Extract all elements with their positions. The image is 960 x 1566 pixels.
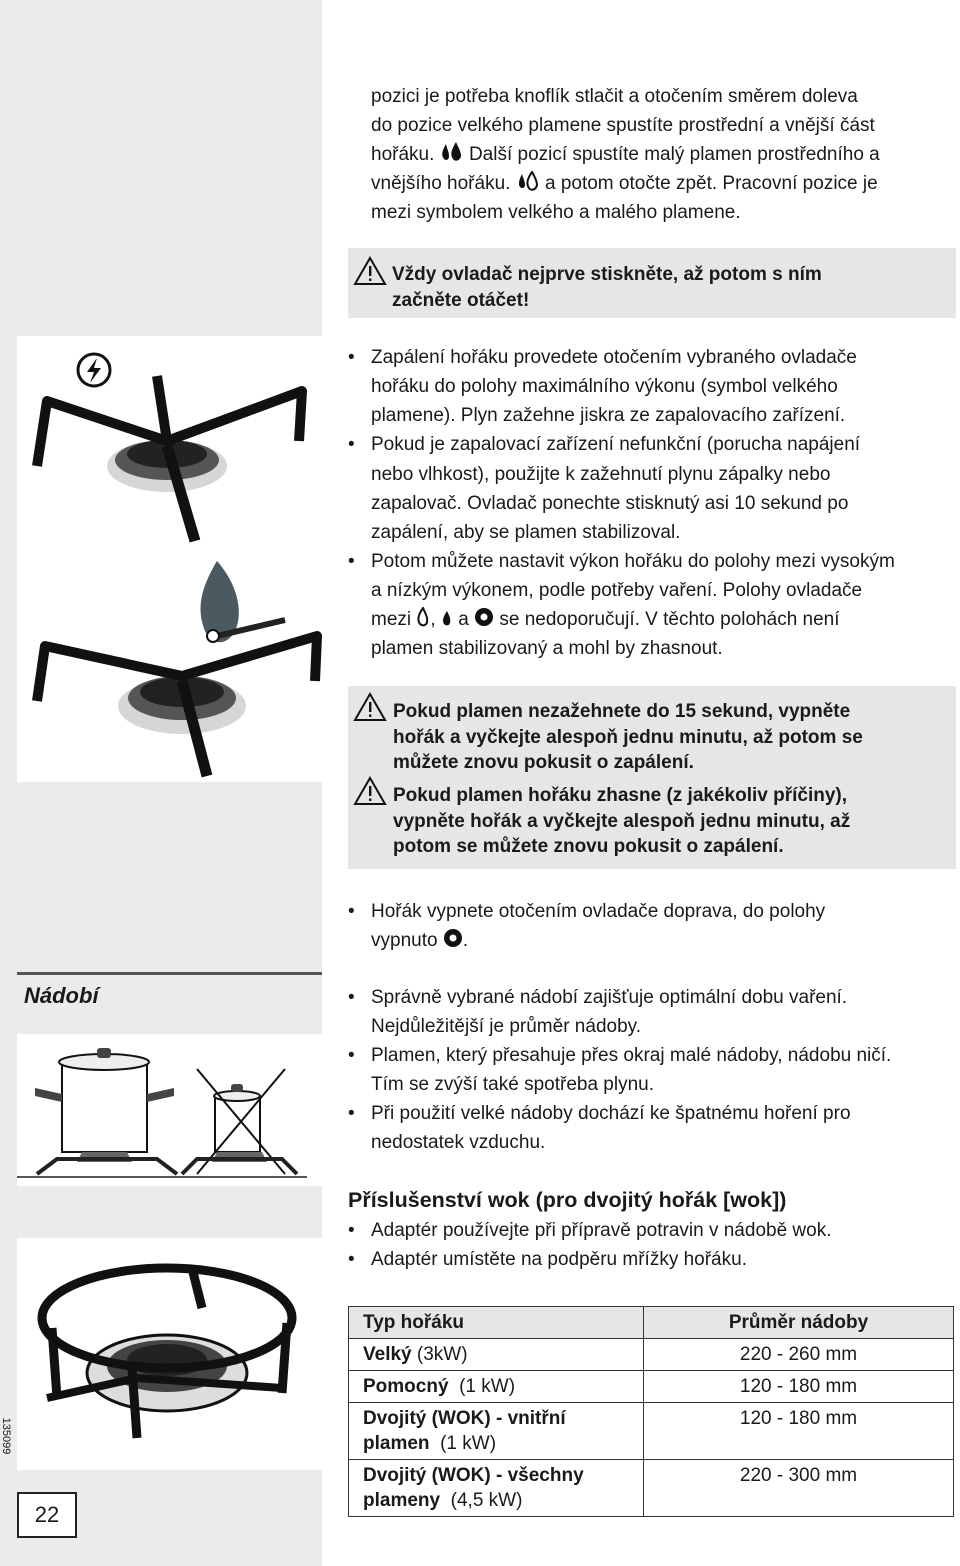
ignition-bullet-3-line-4: plamen stabilizovaný a mohl by zhasnout. bbox=[371, 638, 723, 659]
ignition-bullet-3-line-1: Potom můžete nastavit výkon hořáku do polohy mezi vysokým bbox=[371, 551, 895, 572]
row-1-type bbox=[349, 1339, 644, 1371]
wok-adapter-figure bbox=[17, 1238, 322, 1470]
row-1-type-bold: Velký bbox=[363, 1344, 412, 1365]
burner-pot-table bbox=[348, 1306, 954, 1517]
intro-line-5: mezi symbolem velkého a malého plamene. bbox=[371, 202, 741, 223]
intro-line-2: do pozice velkého plamene spustíte prostřední a vnější část bbox=[371, 115, 875, 136]
large-flame-icon bbox=[440, 142, 464, 162]
bullet-mark: • bbox=[348, 901, 355, 922]
cookware-bullet-1-line-2: Nejdůležitější je průměr nádoby. bbox=[371, 1016, 642, 1037]
row-4-type bbox=[349, 1460, 644, 1517]
warning-icon bbox=[353, 776, 387, 806]
spark-icon bbox=[78, 354, 110, 386]
ignition-bullet-3-line-2: a nízkým výkonem, podle potřeby vaření. Polohy ovladače bbox=[371, 580, 863, 601]
bullet-mark: • bbox=[348, 987, 355, 1008]
intro-line-3b: Další pozicí spustíte malý plamen prostředního a bbox=[468, 144, 880, 165]
text-nedoporucuji: se nedoporučují. V těchto polohách není bbox=[499, 609, 840, 630]
off-position-icon bbox=[474, 607, 494, 627]
text-vypnuto: vypnuto bbox=[371, 930, 438, 951]
warning-2b-line-1: Pokud plamen hořáku zhasne (z jakékoliv příčiny), bbox=[393, 785, 848, 806]
cookware-bullet-2-line-1: Plamen, který přesahuje přes okraj malé nádoby, nádobu ničí. bbox=[371, 1045, 892, 1066]
small-flame-solid-icon bbox=[441, 609, 453, 627]
row-4-type-bold-2: plameny bbox=[363, 1490, 441, 1511]
intro-line-4 bbox=[371, 169, 878, 198]
cookware-bullet-3-line-2: nedostatek vzduchu. bbox=[371, 1132, 546, 1153]
page-number: 22 bbox=[17, 1492, 77, 1538]
table-row bbox=[349, 1403, 954, 1460]
warning-2a-line-2: hořák a vyčkejte alespoň jednu minutu, až potom se bbox=[393, 726, 863, 748]
wok-bullet-2-text: Adaptér umístěte na podpěru mřížky hořáku. bbox=[371, 1249, 747, 1270]
off-position-icon bbox=[443, 928, 463, 948]
wrong-pot-illustration bbox=[182, 1069, 297, 1174]
ignition-bullet-1-line-3: plamene). Plyn zažehne jiskra ze zapalovacího zařízení. bbox=[371, 405, 846, 426]
bullet-mark: • bbox=[348, 1220, 355, 1241]
intro-line-1: pozici je potřeba knoflík stlačit a otočením směrem doleva bbox=[371, 86, 858, 107]
header-burner-type: Typ hořáku bbox=[349, 1307, 644, 1339]
row-3-type-bold: Dvojitý (WOK) - vnitřní bbox=[363, 1408, 566, 1429]
warning-1-line-1: Vždy ovladač nejprve stiskněte, až potom s ním bbox=[392, 264, 822, 285]
cookware-heading-rule bbox=[17, 972, 322, 975]
row-4-type-power: (4,5 kW) bbox=[440, 1490, 523, 1511]
doc-code: 135099 bbox=[0, 1417, 12, 1455]
cookware-heading: Nádobí bbox=[24, 983, 99, 1008]
bullet-mark: • bbox=[348, 1103, 355, 1124]
ignition-bullet-1-line-2: hořáku do polohy maximálního výkonu (symbol velkého bbox=[371, 376, 838, 397]
warning-1-line-2: začněte otáčet! bbox=[392, 289, 530, 311]
table-row bbox=[349, 1460, 954, 1517]
intro-line-4a: vnějšího hořáku. bbox=[371, 173, 511, 194]
warning-2b-line-3: potom se můžete znovu pokusit o zapálení. bbox=[393, 836, 784, 857]
burner-top-illustration bbox=[37, 376, 302, 541]
row-2-type-power: (1 kW) bbox=[448, 1376, 516, 1397]
intro-line-3a: hořáku. bbox=[371, 144, 435, 165]
burner-ignition-figure bbox=[17, 336, 322, 782]
correct-pot-illustration bbox=[35, 1048, 177, 1174]
ignition-bullet-1-line-1: Zapálení hořáku provedete otočením vybraného ovladače bbox=[371, 347, 857, 368]
row-4-value: 220 - 300 mm bbox=[644, 1460, 954, 1517]
wok-ring-illustration bbox=[42, 1268, 292, 1438]
row-1-type-power: (3kW) bbox=[411, 1344, 468, 1365]
table-row bbox=[349, 1339, 954, 1371]
row-3-type-power: (1 kW) bbox=[429, 1433, 497, 1454]
wok-bullet-1-text: Adaptér používejte při přípravě potravin v nádobě wok. bbox=[371, 1220, 832, 1241]
row-3-type bbox=[349, 1403, 644, 1460]
intro-line-3 bbox=[371, 140, 880, 169]
cookware-bullet-1-line-1: Správně vybrané nádobí zajišťuje optimální dobu vaření. bbox=[371, 987, 848, 1008]
ignition-bullet-3-line-3 bbox=[371, 605, 840, 634]
bullet-mark: • bbox=[348, 347, 355, 368]
ignition-bullet-2-line-3: zapalovač. Ovladač ponechte stisknutý asi 10 sekund po bbox=[371, 493, 849, 514]
bullet-mark: • bbox=[348, 1249, 355, 1270]
text-a: a bbox=[458, 609, 469, 630]
off-bullet-line-1: Hořák vypnete otočením ovladače doprava, do polohy bbox=[371, 901, 826, 922]
bullet-mark: • bbox=[348, 551, 355, 572]
ignition-bullet-2-line-4: zapálení, aby se plamen stabilizoval. bbox=[371, 522, 681, 543]
cookware-bullet-3-line-1: Při použití velké nádoby dochází ke špatnému hoření pro bbox=[371, 1103, 851, 1124]
row-4-type-bold: Dvojitý (WOK) - všechny bbox=[363, 1465, 584, 1486]
table-header-row bbox=[349, 1307, 954, 1339]
warning-2a-line-1: Pokud plamen nezažehnete do 15 sekund, vypněte bbox=[393, 701, 851, 722]
table-row bbox=[349, 1371, 954, 1403]
row-2-value: 120 - 180 mm bbox=[644, 1371, 954, 1403]
cookware-bullet-2-line-2: Tím se zvýší také spotřeba plynu. bbox=[371, 1074, 655, 1095]
comma: , bbox=[430, 609, 436, 630]
warning-box-1 bbox=[348, 248, 956, 318]
row-2-type bbox=[349, 1371, 644, 1403]
warning-icon bbox=[353, 256, 387, 286]
row-3-value: 120 - 180 mm bbox=[644, 1403, 954, 1460]
cookware-figure bbox=[17, 1034, 322, 1186]
ignition-bullet-2-line-2: nebo vlhkost), použijte k zažehnutí plynu zápalky nebo bbox=[371, 464, 831, 485]
row-2-type-bold: Pomocný bbox=[363, 1376, 449, 1397]
small-flame-outline-icon bbox=[416, 607, 430, 627]
ignition-bullet-2-line-1: Pokud je zapalovací zařízení nefunkční (porucha napájení bbox=[371, 434, 861, 455]
row-3-type-bold-2: plamen bbox=[363, 1433, 430, 1454]
wok-heading: Příslušenství wok (pro dvojitý hořák [wok]) bbox=[348, 1188, 787, 1212]
warning-2b-line-2: vypněte hořák a vyčkejte alespoň jednu minutu, až bbox=[393, 810, 851, 832]
intro-line-4b: a potom otočte zpět. Pracovní pozice je bbox=[544, 173, 878, 194]
burner-bottom-illustration bbox=[37, 561, 317, 776]
text-mezi: mezi bbox=[371, 609, 412, 630]
small-flame-icon bbox=[516, 171, 540, 191]
off-bullet-line-2 bbox=[371, 926, 468, 955]
header-pot-diameter: Průměr nádoby bbox=[644, 1307, 954, 1339]
bullet-mark: • bbox=[348, 1045, 355, 1066]
bullet-mark: • bbox=[348, 434, 355, 455]
warning-icon bbox=[353, 692, 387, 722]
warning-box-2 bbox=[348, 686, 956, 869]
row-1-value: 220 - 260 mm bbox=[644, 1339, 954, 1371]
period: . bbox=[462, 930, 469, 951]
warning-2a-line-3: můžete znovu pokusit o zapálení. bbox=[393, 752, 694, 773]
